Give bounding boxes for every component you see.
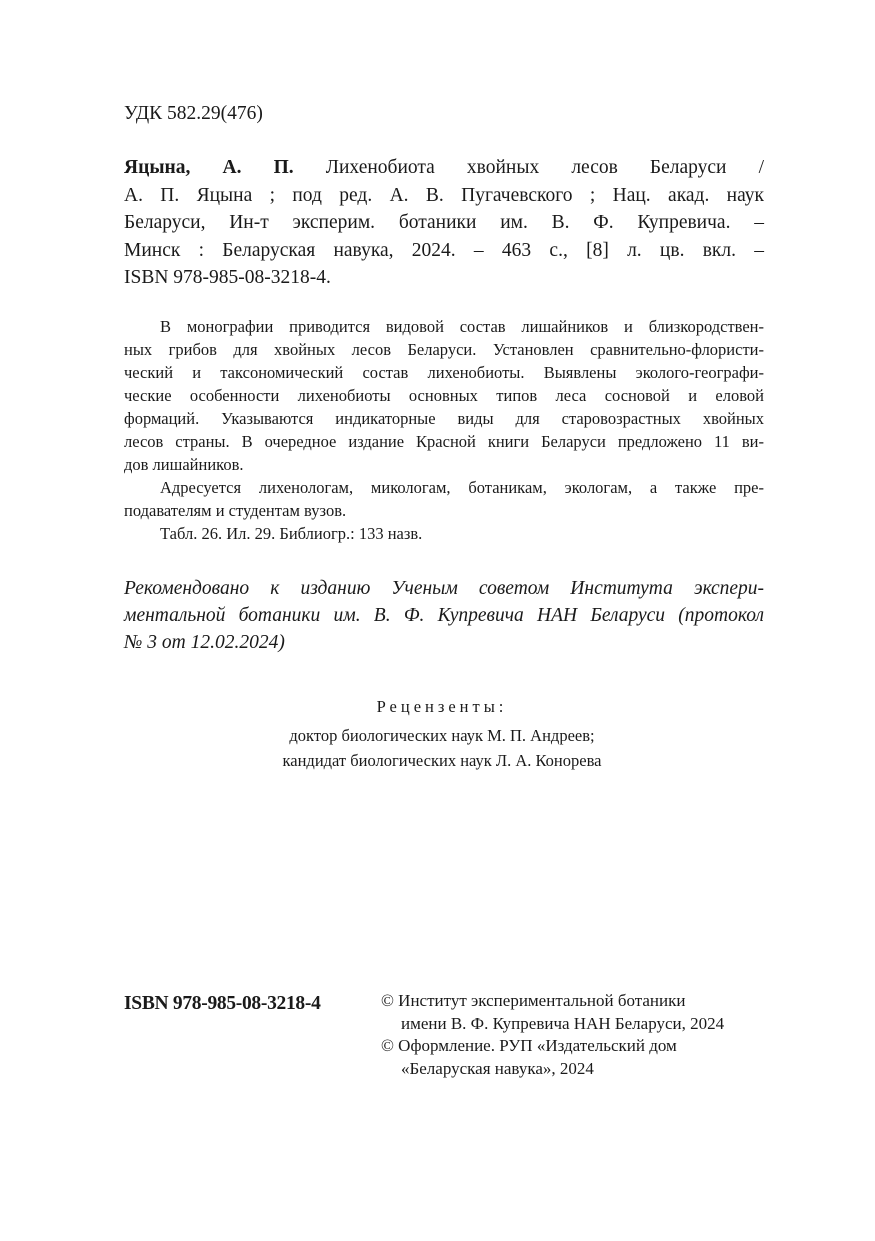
publication-recommendation (124, 575, 764, 656)
biblio-line-4: Минск : Беларуская навука, 2024. – 463 с., [8] л. цв. вкл. – (124, 239, 764, 261)
abstract-line: ных грибов для хвойных лесов Беларуси. Установлен сравнительно-флористи- (124, 340, 764, 359)
abstract-line: В монографии приводится видовой состав лишайников и близкородствен- (160, 317, 764, 336)
abstract-line: формаций. Указываются индикаторные виды для старовозрастных хвойных (124, 409, 764, 428)
reviewers-heading: Рецензенты: (376, 697, 508, 716)
reviewers (124, 694, 760, 773)
abstract-line: ческие особенности лихенобиоты основных типов леса сосновой и еловой (124, 386, 764, 405)
biblio-line-2: А. П. Яцына ; под ред. А. В. Пугачевского ; Нац. акад. наук (124, 184, 764, 206)
author-name: Яцына, А. П. (124, 157, 294, 178)
isbn: ISBN 978-985-08-3218-4 (124, 993, 321, 1014)
abstract-stats: Табл. 26. Ил. 29. Библиогр.: 133 назв. (160, 524, 423, 543)
reviewer-item: доктор биологических наук М. П. Андреев; (289, 726, 595, 745)
bibliographic-record (124, 154, 764, 292)
copyright-institute (381, 990, 724, 1035)
abstract-line: дов лишайников. (124, 455, 244, 474)
abstract-line: ческий и таксономический состав лихенобиоты. Выявлены эколого-географи- (124, 363, 764, 382)
recommend-line: Рекомендовано к изданию Ученым советом Института экспери- (124, 578, 764, 599)
udk-code: УДК 582.29(476) (124, 103, 263, 124)
abstract-line: Адресуется лихенологам, микологам, ботаникам, экологам, а также пре- (160, 478, 764, 497)
copyright-line: © Институт экспериментальной ботаники (381, 991, 686, 1010)
recommend-line: ментальной ботаники им. В. Ф. Купревича НАН Беларуси (протокол (124, 605, 764, 626)
reviewer-item: кандидат биологических наук Л. А. Конорева (282, 751, 602, 770)
abstract-line: подавателям и студентам вузов. (124, 501, 347, 520)
recommend-line: № 3 от 12.02.2024) (124, 632, 285, 653)
book-title: Лихенобиота хвойных лесов Беларуси / (325, 157, 765, 178)
copyright-line: © Оформление. РУП «Издательский дом (381, 1036, 677, 1055)
biblio-line-3: Беларуси, Ин-т эксперим. ботаники им. В. Ф. Купревича. – (124, 212, 764, 233)
biblio-line-1 (124, 154, 764, 182)
biblio-line-5: ISBN 978-985-08-3218-4. (124, 267, 331, 288)
abstract-line: лесов страны. В очередное издание Красной книги Беларуси предложено 11 ви- (124, 432, 764, 451)
copyright-line: имени В. Ф. Купревича НАН Беларуси, 2024 (401, 1013, 725, 1033)
copyright-notices (381, 990, 724, 1080)
copyright-design (381, 1035, 724, 1080)
abstract (124, 315, 764, 545)
copyright-line: «Беларуская навука», 2024 (401, 1058, 594, 1078)
